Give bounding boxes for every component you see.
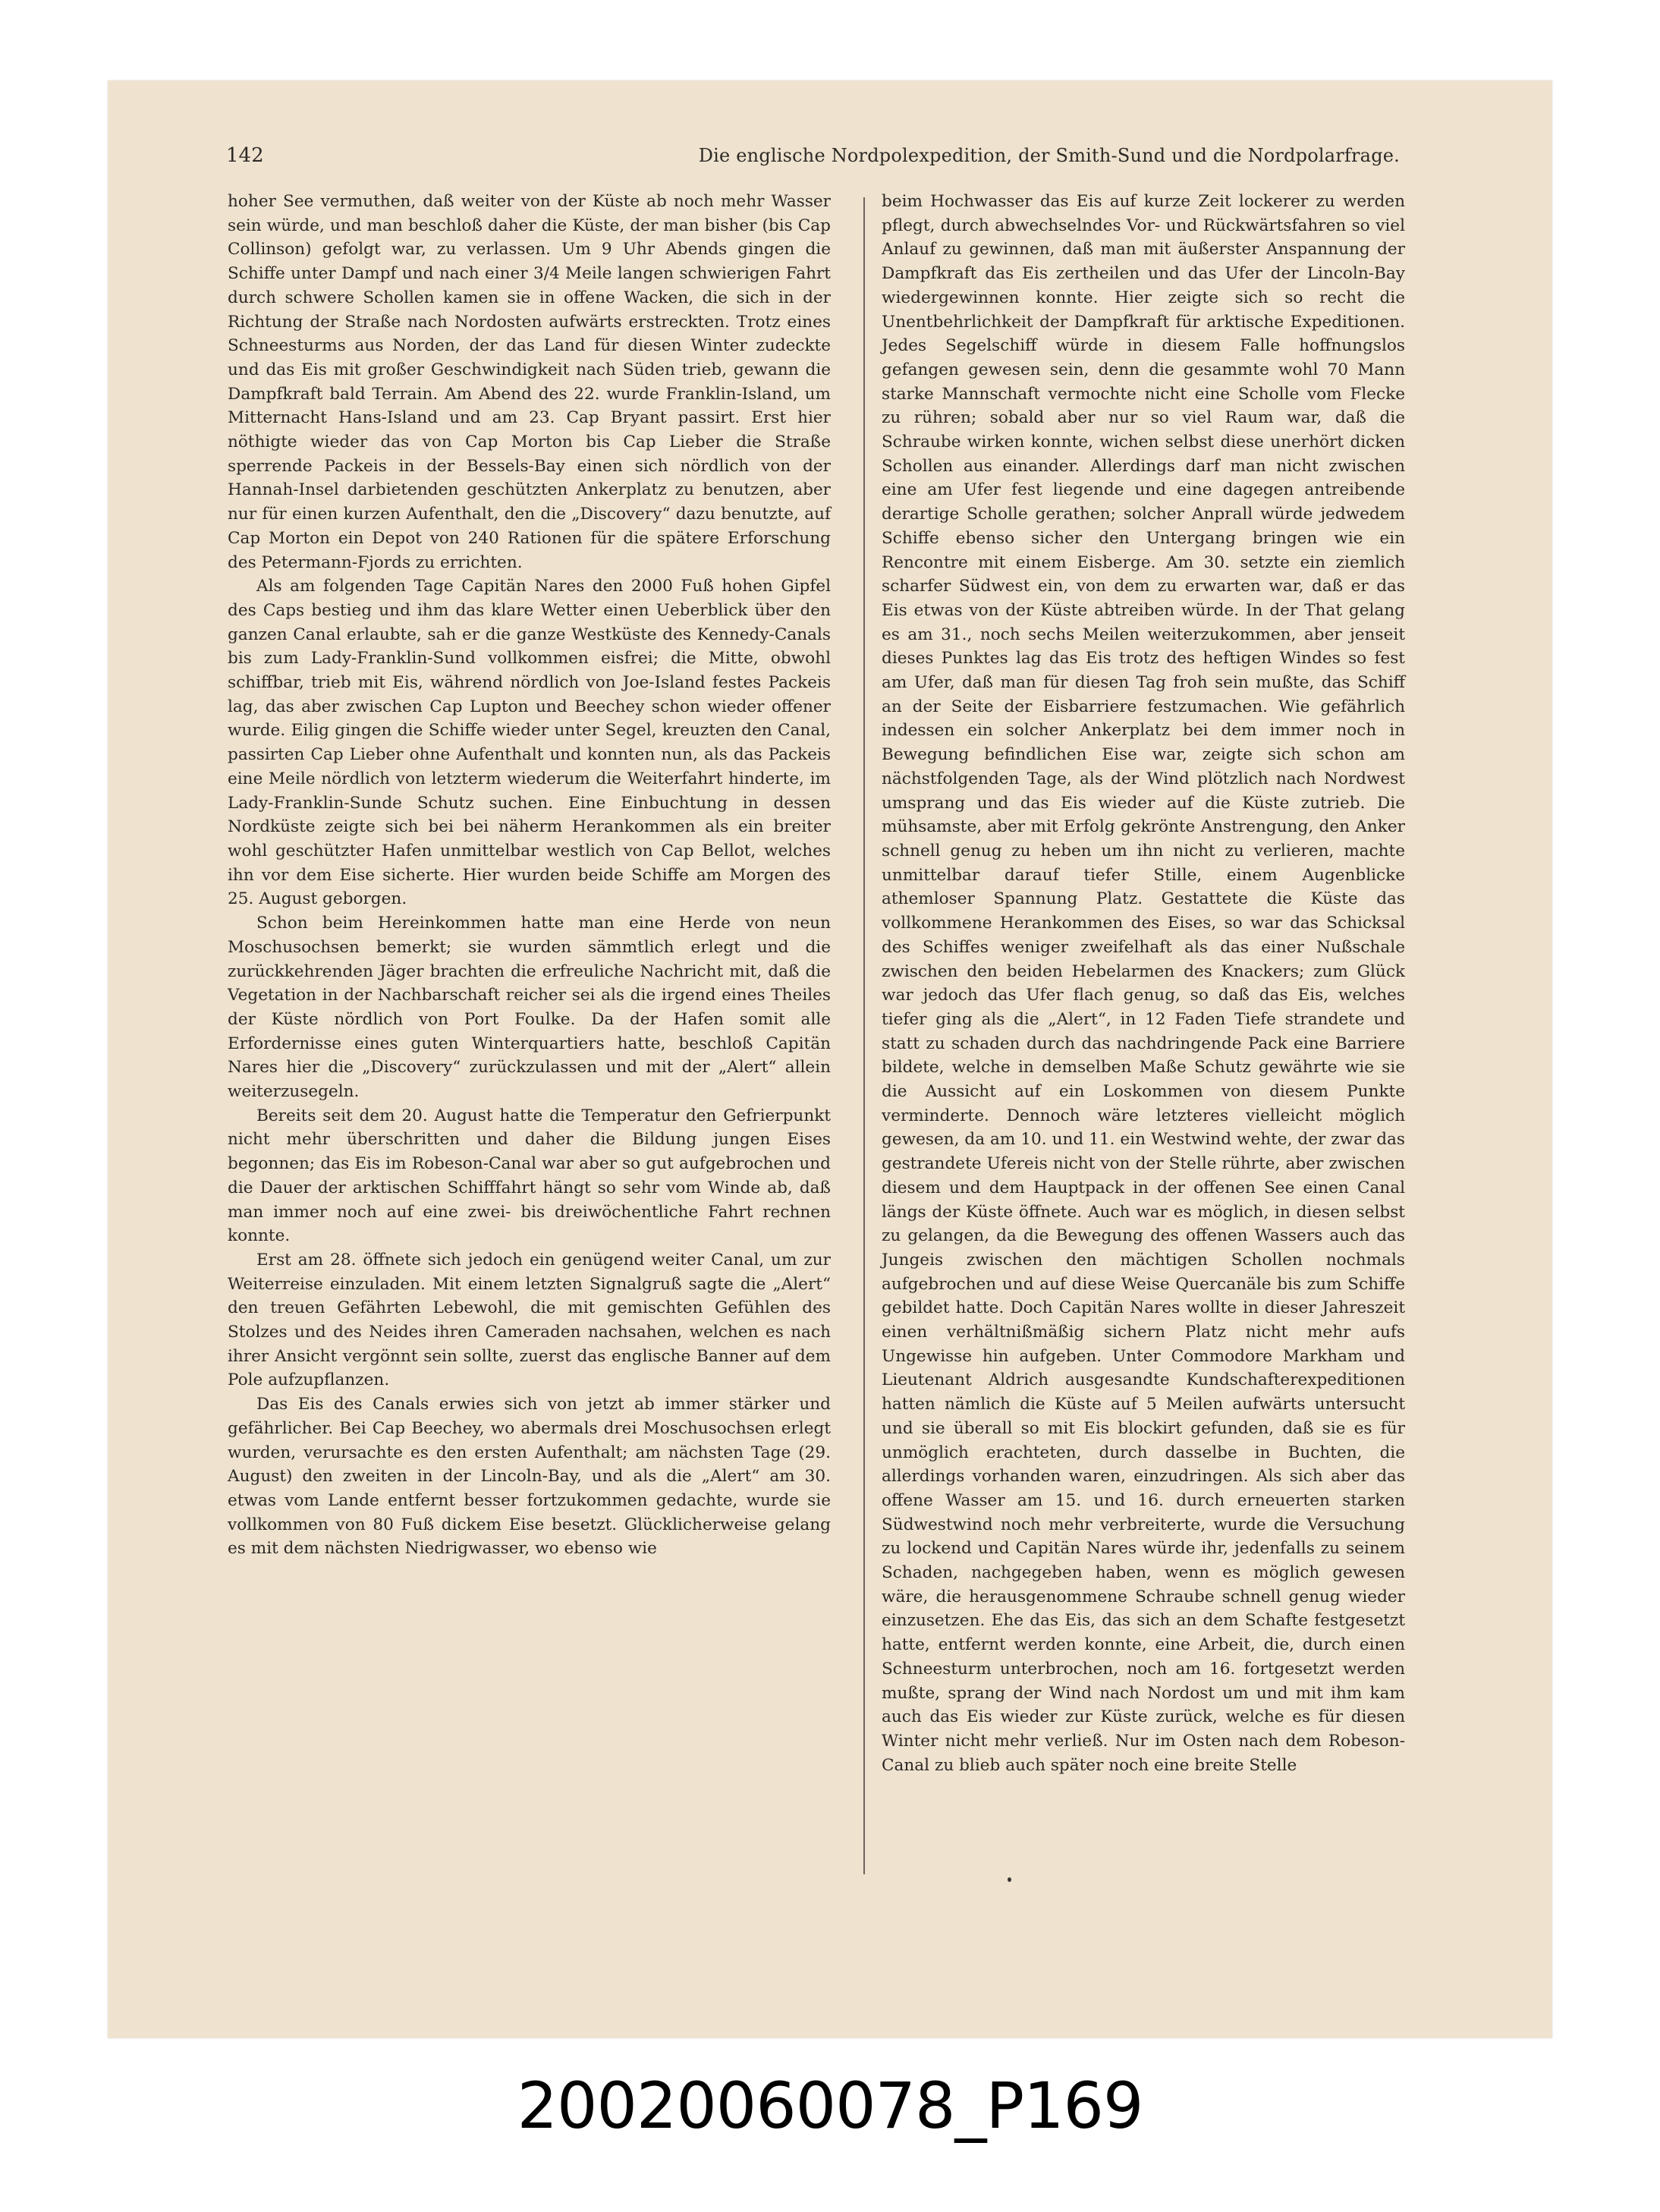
- paragraph: Als am folgenden Tage Capitän Nares den 2000 Fuß hohen Gipfel des Caps bestieg und ihm das klare Wetter einen Ueberblick über den ganzen Canal erlaubte, sah er die ganze Westküste des Kennedy-Canals bis zum Lady-Franklin-Sund vollkommen eisfrei; die Mitte, obwohl schiffbar, trieb mit Eis, während nördlich von Joe-Island festes Packeis lag, das aber zwischen Cap Lupton und Beechey schon wieder offener wurde. Eilig gingen die Schiffe wieder unter Segel, kreuzten den Canal, passirten Cap Lieber ohne Aufenthalt und konnten nun, als das Packeis eine Meile nördlich von letzterm wiederum die Weiterfahrt hinderte, im Lady-Franklin-Sunde Schutz suchen. Eine Einbuchtung in dessen Nordküste zeigte sich bei bei näherm Herankommen als ein breiter wohl geschützter Hafen unmittelbar westlich von Cap Bellot, welches ihn vor dem Eise sicherte. Hier wurden beide Schiffe am Morgen des 25. August geborgen.: [228, 577, 831, 909]
- paragraph: hoher See vermuthen, daß weiter von der Küste ab noch mehr Wasser sein würde, und man beschloß daher die Küste, der man bisher (bis Cap Collinson) gefolgt war, zu verlassen. Um 9 Uhr Abends gingen die Schiffe unter Dampf und nach einer 3/4 Meile langen schwierigen Fahrt durch schwere Schollen kamen sie in offene Wacken, die sich in der Richtung der Straße nach Nordosten aufwärts erstreckten. Trotz eines Schneesturms aus Norden, der das Land für diesen Winter zudeckte und das Eis mit großer Geschwindigkeit nach Süden trieb, gewann die Dampfkraft bald Terrain. Am Abend des 22. wurde Franklin-Island, um Mitternacht Hans-Island und am 23. Cap Bryant passirt. Erst hier nöthigte wieder das von Cap Morton bis Cap Lieber die Straße sperrende Packeis in der Bessels-Bay einen sich nördlich von der Hannah-Insel darbietenden geschützten Ankerplatz zu benutzen, aber nur für einen kurzen Aufenthalt, den die „Discovery“ dazu benutzte, auf Cap Morton ein Depot von 240 Rationen für die spätere Erforschung des Petermann-Fjords zu errichten.: [228, 192, 831, 572]
- paragraph: Erst am 28. öffnete sich jedoch ein genügend weiter Canal, um zur Weiterreise einzuladen. Mit einem letzten Signalgruß sagte die „Alert“ den treuen Gefährten Lebewohl, die mit gemischten Gefühlen des Stolzes und des Neides ihren Cameraden nachsahen, welchen es nach ihrer Ansicht vergönnt sein sollte, zuerst das englische Banner auf dem Pole aufzupflanzen.: [228, 1250, 831, 1390]
- running-title: Die englische Nordpolexpedition, der Smith-Sund und die Nordpolarfrage.: [698, 145, 1400, 166]
- paragraph: beim Hochwasser das Eis auf kurze Zeit lockerer zu werden pflegt, durch abwechselndes Vor- und Rückwärtsfahren so viel Anlauf zu gewinnen, daß man mit äußerster Anspannung der Dampfkraft das Eis zertheilen und das Ufer der Lincoln-Bay wiedergewinnen konnte. Hier zeigte sich so recht die Unentbehrlichkeit der Dampfkraft für arktische Expeditionen. Jedes Segelschiff würde in diesem Falle hoffnungslos gefangen gewesen sein, denn die gesammte wohl 70 Mann starke Mannschaft vermochte nicht eine Scholle vom Flecke zu rühren; sobald aber nur so viel Raum war, daß die Schraube wirken konnte, wichen selbst diese unerhört dicken Schollen aus einander. Allerdings darf man nicht zwischen eine am Ufer fest liegende und eine dagegen antreibende derartige Scholle gerathen; solcher Anprall würde jedwedem Schiffe ebenso sicher den Untergang bringen wie ein Rencontre mit einem Eisberge. Am 30. setzte ein ziemlich scharfer Südwest ein, von dem zu erwarten war, daß er das Eis etwas von der Küste abtreiben würde. In der That gelang es am 31., noch sechs Meilen weiterzukommen, aber jenseit dieses Punktes lag das Eis trotz des heftigen Windes so fest am Ufer, daß man für diesen Tag froh sein mußte, das Schiff an der Seite der Eisbarriere festzumachen. Wie gefährlich indessen ein solcher Ankerplatz bei dem immer noch in Bewegung befindlichen Eise war, zeigte sich schon am nächstfolgenden Tage, als der Wind plötzlich nach Nordwest umsprang und das Eis wieder auf die Küste zutrieb. Die mühsamste, aber mit Erfolg gekrönte Anstrengung, den Anker schnell genug zu heben um ihn nicht zu verlieren, machte unmittelbar darauf tiefer Stille, einem Augenblicke athemloser Spannung Platz. Gestattete die Küste das vollkommene Herankommen des Eises, so war das Schicksal des Schiffes weniger zweifelhaft als das einer Nußschale zwischen den beiden Hebelarmen des Knackers; zum Glück war jedoch das Ufer flach genug, so daß das Eis, welches tiefer ging als die „Alert“, in 12 Faden Tiefe strandete und statt zu schaden durch das nachdringende Pack eine Barriere bildete, welche in demselben Maße Schutz gewährte wie sie die Aussicht auf ein Loskommen von diesem Punkte verminderte. Dennoch wäre letzteres vielleicht möglich gewesen, da am 10. und 11. ein Westwind wehte, der zwar das gestrandete Ufereis nicht von der Stelle rührte, aber zwischen diesem und dem Hauptpack in der offenen See einen Canal längs der Küste öffnete. Auch war es möglich, in diesen selbst zu gelangen, da die Bewegung des offenen Wassers auch das Jungeis zwischen den mächtigen Schollen nochmals aufgebrochen und auf diese Weise Quercanäle bis zum Schiffe gebildet hatte. Doch Capitän Nares wollte in dieser Jahreszeit einen verhältnißmäßig sichern Platz nicht mehr aufs Ungewisse hin aufgeben. Unter Commodore Markham und Lieutenant Aldrich ausgesandte Kundschafterexpeditionen hatten nämlich die Küste auf 5 Meilen aufwärts untersucht und sie überall so mit Eis blockirt gefunden, daß sie es für unmöglich erachteten, durch dasselbe in Buchten, die allerdings vorhanden waren, einzudringen. Als sich aber das offene Wasser am 15. und 16. durch erneuerten starken Südwestwind noch mehr verbreiterte, wurde die Versuchung zu lockend und Capitän Nares würde ihr, jedenfalls zu seinem Schaden, nachgegeben haben, wenn es möglich gewesen wäre, die herausgenommene Schraube schnell genug wieder einzusetzen. Ehe das Eis, das sich an dem Schafte festgesetzt hatte, entfernt werden konnte, eine Arbeit, die, durch einen Schneesturm unterbrochen, noch am 16. fortgesetzt werden mußte, sprang der Wind nach Nordost um und mit ihm kam auch das Eis wieder zur Küste zurück, welche es für diesen Winter nicht mehr verließ. Nur im Osten nach dem Robeson-Canal zu blieb auch später noch eine breite Stelle: [882, 192, 1405, 1775]
- page-number: 142: [226, 144, 264, 167]
- left-column: [228, 190, 831, 1912]
- column-divider: [863, 197, 865, 1874]
- file-caption: 20020060078_P169: [517, 2069, 1143, 2143]
- ink-speck: [1008, 1877, 1011, 1882]
- page-header: [226, 138, 1400, 173]
- paragraph: Das Eis des Canals erwies sich von jetzt ab immer stärker und gefährlicher. Bei Cap Beechey, wo abermals drei Moschusochsen erlegt wurden, verursachte es den ersten Aufenthalt; am nächsten Tage (29. August) den zweiten in der Lincoln-Bay, und als die „Alert“ am 30. etwas vom Lande entfernt besser fortzukommen gedachte, wurde sie vollkommen von 80 Fuß dickem Eise besetzt. Glücklicherweise gelang es mit dem nächsten Niedrigwasser, wo ebenso wie: [228, 1395, 831, 1559]
- right-column: [882, 190, 1405, 1912]
- paragraph: Schon beim Hereinkommen hatte man eine Herde von neun Moschusochsen bemerkt; sie wurden sämmtlich erlegt und die zurückkehrenden Jäger brachten die erfreuliche Nachricht mit, daß die Vegetation in der Nachbarschaft reicher sei als die irgend eines Theiles der Küste nördlich von Port Foulke. Da der Hafen somit alle Erfordernisse eines guten Winterquartiers hatte, beschloß Capitän Nares hier die „Discovery“ zurückzulassen und mit der „Alert“ allein weiterzusegeln.: [228, 914, 831, 1102]
- paragraph: Bereits seit dem 20. August hatte die Temperatur den Gefrierpunkt nicht mehr überschritten und daher die Bildung jungen Eises begonnen; das Eis im Robeson-Canal war aber so gut aufgebrochen und die Dauer der arktischen Schifffahrt hängt so sehr vom Winde ab, daß man immer noch auf eine zwei- bis dreiwöchentliche Fahrt rechnen konnte.: [228, 1106, 831, 1246]
